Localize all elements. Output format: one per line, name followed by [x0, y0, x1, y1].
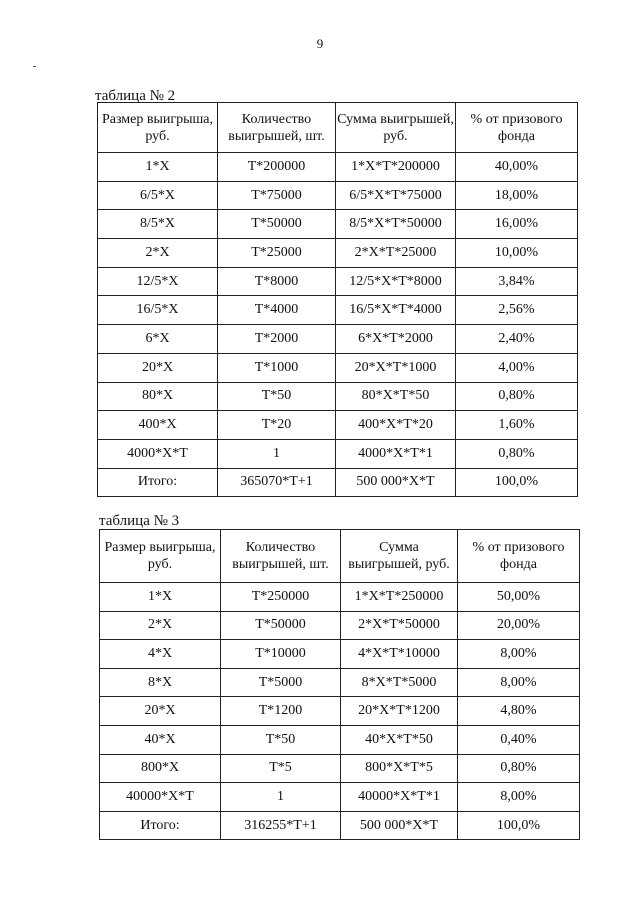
- cell-prize-count: T*250000: [221, 583, 341, 612]
- table-row: [100, 640, 580, 669]
- cell-prize-size: Итого:: [98, 468, 218, 497]
- cell-fund-percent: 40,00%: [456, 153, 578, 182]
- cell-prize-count: T*20: [218, 411, 336, 440]
- cell-fund-percent: 0,80%: [456, 382, 578, 411]
- table-row: [98, 353, 578, 382]
- cell-prize-size: 40*X: [100, 725, 221, 754]
- table-row: [98, 325, 578, 354]
- cell-fund-percent: 10,00%: [456, 239, 578, 268]
- cell-fund-percent: 8,00%: [458, 668, 580, 697]
- cell-fund-percent: 4,80%: [458, 697, 580, 726]
- cell-prize-sum: 12/5*X*T*8000: [336, 267, 456, 296]
- table-row: [98, 153, 578, 182]
- cell-prize-size: 400*X: [98, 411, 218, 440]
- cell-prize-sum: 500 000*X*T: [336, 468, 456, 497]
- table-row: [98, 267, 578, 296]
- header-fund-percent: % от призового фонда: [456, 103, 578, 153]
- cell-prize-size: 20*X: [98, 353, 218, 382]
- table-3-body: [100, 583, 580, 840]
- cell-prize-count: T*4000: [218, 296, 336, 325]
- cell-prize-size: 4*X: [100, 640, 221, 669]
- cell-prize-count: T*1200: [221, 697, 341, 726]
- table-row: [100, 754, 580, 783]
- table-total-row: [98, 468, 578, 497]
- cell-prize-sum: 1*X*T*200000: [336, 153, 456, 182]
- table-row: [100, 783, 580, 812]
- header-prize-size: Размер выигрыша, руб.: [98, 103, 218, 153]
- cell-prize-count: T*1000: [218, 353, 336, 382]
- cell-fund-percent: 100,0%: [458, 811, 580, 840]
- cell-prize-count: T*50: [221, 725, 341, 754]
- cell-prize-count: T*5: [221, 754, 341, 783]
- cell-prize-size: 1*X: [100, 583, 221, 612]
- table-row: [98, 411, 578, 440]
- cell-prize-size: 4000*X*T: [98, 439, 218, 468]
- cell-prize-size: 6/5*X: [98, 181, 218, 210]
- cell-prize-sum: 2*X*T*25000: [336, 239, 456, 268]
- cell-fund-percent: 0,40%: [458, 725, 580, 754]
- table-header-row: [100, 530, 580, 583]
- cell-prize-sum: 4000*X*T*1: [336, 439, 456, 468]
- table-row: [98, 239, 578, 268]
- cell-prize-size: 800*X: [100, 754, 221, 783]
- cell-prize-sum: 400*X*T*20: [336, 411, 456, 440]
- cell-prize-sum: 500 000*X*T: [341, 811, 458, 840]
- table-row: [98, 181, 578, 210]
- table-row: [100, 697, 580, 726]
- header-prize-size: Размер выигрыша, руб.: [100, 530, 221, 583]
- table-total-row: [100, 811, 580, 840]
- table-2-body: [98, 153, 578, 497]
- cell-prize-count: T*200000: [218, 153, 336, 182]
- cell-prize-sum: 4*X*T*10000: [341, 640, 458, 669]
- cell-prize-sum: 8*X*T*5000: [341, 668, 458, 697]
- cell-prize-count: T*50: [218, 382, 336, 411]
- table-row: [100, 583, 580, 612]
- header-prize-sum: Сумма выигрышей, руб.: [336, 103, 456, 153]
- cell-prize-sum: 1*X*T*250000: [341, 583, 458, 612]
- table-row: [100, 611, 580, 640]
- cell-prize-size: 1*X: [98, 153, 218, 182]
- cell-prize-count: T*50000: [221, 611, 341, 640]
- cell-fund-percent: 50,00%: [458, 583, 580, 612]
- cell-prize-sum: 8/5*X*T*50000: [336, 210, 456, 239]
- cell-prize-count: T*25000: [218, 239, 336, 268]
- cell-prize-count: 316255*T+1: [221, 811, 341, 840]
- cell-fund-percent: 1,60%: [456, 411, 578, 440]
- header-prize-count: Количество выигрышей, шт.: [218, 103, 336, 153]
- cell-prize-size: Итого:: [100, 811, 221, 840]
- cell-fund-percent: 20,00%: [458, 611, 580, 640]
- cell-prize-size: 2*X: [100, 611, 221, 640]
- cell-fund-percent: 3,84%: [456, 267, 578, 296]
- table-2-caption: таблица № 2: [95, 88, 176, 104]
- header-prize-count: Количество выигрышей, шт.: [221, 530, 341, 583]
- cell-fund-percent: 4,00%: [456, 353, 578, 382]
- table-row: [98, 382, 578, 411]
- cell-prize-count: T*75000: [218, 181, 336, 210]
- cell-prize-count: T*2000: [218, 325, 336, 354]
- cell-fund-percent: 8,00%: [458, 640, 580, 669]
- header-fund-percent: % от призового фонда: [458, 530, 580, 583]
- prize-table-3: [99, 529, 580, 840]
- cell-prize-size: 80*X: [98, 382, 218, 411]
- cell-prize-count: T*50000: [218, 210, 336, 239]
- cell-prize-size: 8*X: [100, 668, 221, 697]
- cell-prize-sum: 6*X*T*2000: [336, 325, 456, 354]
- page-number: 9: [316, 36, 324, 51]
- cell-prize-sum: 20*X*T*1000: [336, 353, 456, 382]
- cell-fund-percent: 2,40%: [456, 325, 578, 354]
- cell-prize-count: 365070*T+1: [218, 468, 336, 497]
- prize-table-2: [97, 102, 578, 497]
- cell-prize-count: T*8000: [218, 267, 336, 296]
- cell-prize-sum: 16/5*X*T*4000: [336, 296, 456, 325]
- table-row: [98, 210, 578, 239]
- cell-prize-size: 2*X: [98, 239, 218, 268]
- cell-prize-sum: 20*X*T*1200: [341, 697, 458, 726]
- table-3-caption: таблица № 3: [99, 513, 180, 529]
- table-row: [98, 439, 578, 468]
- cell-prize-sum: 800*X*T*5: [341, 754, 458, 783]
- cell-prize-sum: 40000*X*T*1: [341, 783, 458, 812]
- cell-prize-count: 1: [218, 439, 336, 468]
- cell-fund-percent: 8,00%: [458, 783, 580, 812]
- table-row: [98, 296, 578, 325]
- cell-prize-sum: 40*X*T*50: [341, 725, 458, 754]
- cell-prize-size: 8/5*X: [98, 210, 218, 239]
- table-row: [100, 668, 580, 697]
- cell-prize-size: 20*X: [100, 697, 221, 726]
- cell-prize-sum: 80*X*T*50: [336, 382, 456, 411]
- table-header-row: [98, 103, 578, 153]
- cell-prize-count: 1: [221, 783, 341, 812]
- cell-fund-percent: 0,80%: [458, 754, 580, 783]
- table-row: [100, 725, 580, 754]
- cell-prize-sum: 2*X*T*50000: [341, 611, 458, 640]
- cell-prize-size: 6*X: [98, 325, 218, 354]
- cell-fund-percent: 18,00%: [456, 181, 578, 210]
- cell-fund-percent: 100,0%: [456, 468, 578, 497]
- cell-prize-size: 16/5*X: [98, 296, 218, 325]
- cell-prize-size: 12/5*X: [98, 267, 218, 296]
- cell-fund-percent: 0,80%: [456, 439, 578, 468]
- cell-prize-count: T*5000: [221, 668, 341, 697]
- header-prize-sum: Сумма выигрышей, руб.: [341, 530, 458, 583]
- cell-fund-percent: 2,56%: [456, 296, 578, 325]
- cell-prize-size: 40000*X*T: [100, 783, 221, 812]
- scan-speck: [33, 66, 36, 67]
- cell-prize-sum: 6/5*X*T*75000: [336, 181, 456, 210]
- cell-fund-percent: 16,00%: [456, 210, 578, 239]
- cell-prize-count: T*10000: [221, 640, 341, 669]
